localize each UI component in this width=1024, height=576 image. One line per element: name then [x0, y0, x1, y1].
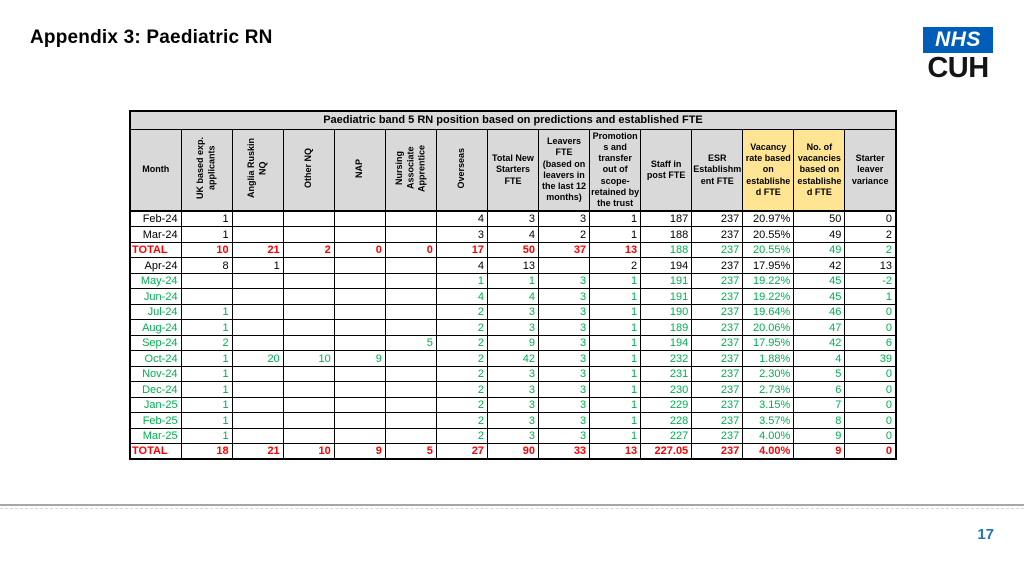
- column-header-label: Vacancy rate based on established FTE: [745, 141, 791, 197]
- value-cell: 5: [385, 335, 436, 351]
- value-cell: 227: [641, 428, 692, 444]
- value-cell: 2: [181, 335, 232, 351]
- value-cell: 1.88%: [743, 351, 794, 367]
- value-cell: 4.00%: [743, 444, 794, 460]
- table-row: [130, 289, 896, 305]
- value-cell: [385, 366, 436, 382]
- value-cell: [334, 289, 385, 305]
- table-row: [130, 273, 896, 289]
- value-cell: 2: [283, 242, 334, 258]
- value-cell: 17: [436, 242, 487, 258]
- value-cell: 1: [181, 320, 232, 336]
- column-header-5: [385, 129, 436, 211]
- value-cell: 0: [385, 242, 436, 258]
- value-cell: 3: [436, 227, 487, 243]
- month-cell: Nov-24: [130, 366, 181, 382]
- value-cell: 3: [539, 382, 590, 398]
- month-cell: Mar-25: [130, 428, 181, 444]
- fte-table-head: [130, 111, 896, 211]
- value-cell: [385, 413, 436, 429]
- table-row: [130, 397, 896, 413]
- value-cell: 42: [794, 335, 845, 351]
- column-header-12: [743, 129, 794, 211]
- value-cell: 1: [590, 273, 641, 289]
- value-cell: 3: [487, 397, 538, 413]
- value-cell: 237: [692, 273, 743, 289]
- month-cell: Apr-24: [130, 258, 181, 274]
- value-cell: 1: [590, 366, 641, 382]
- value-cell: [232, 413, 283, 429]
- value-cell: 13: [487, 258, 538, 274]
- table-title: Paediatric band 5 RN position based on predictions and established FTE: [130, 111, 896, 129]
- value-cell: [334, 211, 385, 227]
- value-cell: 2: [436, 366, 487, 382]
- value-cell: [334, 428, 385, 444]
- value-cell: 19.22%: [743, 289, 794, 305]
- value-cell: 1: [181, 428, 232, 444]
- value-cell: 1: [845, 289, 896, 305]
- value-cell: 190: [641, 304, 692, 320]
- value-cell: [334, 335, 385, 351]
- value-cell: 3: [487, 211, 538, 227]
- column-header-label: Staff in post FTE: [646, 158, 686, 180]
- value-cell: 2.30%: [743, 366, 794, 382]
- value-cell: 1: [487, 273, 538, 289]
- value-cell: 3: [539, 320, 590, 336]
- table-row: [130, 382, 896, 398]
- value-cell: [232, 273, 283, 289]
- value-cell: [181, 289, 232, 305]
- value-cell: 6: [845, 335, 896, 351]
- table-row: [130, 366, 896, 382]
- value-cell: [283, 397, 334, 413]
- value-cell: [232, 320, 283, 336]
- value-cell: 7: [794, 397, 845, 413]
- value-cell: 237: [692, 304, 743, 320]
- value-cell: 1: [181, 413, 232, 429]
- value-cell: 1: [181, 351, 232, 367]
- value-cell: [283, 227, 334, 243]
- value-cell: 237: [692, 335, 743, 351]
- value-cell: [385, 211, 436, 227]
- page-title: Appendix 3: Paediatric RN: [30, 27, 273, 48]
- value-cell: [283, 335, 334, 351]
- value-cell: [232, 397, 283, 413]
- value-cell: [385, 304, 436, 320]
- value-cell: 0: [845, 413, 896, 429]
- value-cell: [283, 289, 334, 305]
- month-cell: Jan-25: [130, 397, 181, 413]
- value-cell: 2: [436, 335, 487, 351]
- value-cell: 232: [641, 351, 692, 367]
- column-header-label: Month: [142, 164, 170, 175]
- value-cell: 3: [539, 273, 590, 289]
- value-cell: [334, 258, 385, 274]
- value-cell: 8: [181, 258, 232, 274]
- value-cell: 18: [181, 444, 232, 460]
- value-cell: 1: [181, 397, 232, 413]
- value-cell: [385, 382, 436, 398]
- value-cell: 13: [590, 444, 641, 460]
- column-header-label: No. of vacancies based on established FTE: [797, 141, 842, 197]
- value-cell: 5: [794, 366, 845, 382]
- value-cell: 191: [641, 289, 692, 305]
- value-cell: 3.15%: [743, 397, 794, 413]
- value-cell: 47: [794, 320, 845, 336]
- value-cell: 2.73%: [743, 382, 794, 398]
- value-cell: [232, 335, 283, 351]
- column-header-label: Promotions and transfer out of scope- retained by the trust: [591, 130, 640, 208]
- value-cell: 1: [590, 397, 641, 413]
- column-header-14: [845, 129, 896, 211]
- column-header-label: Leavers FTE (based on leavers in the last 12 months): [542, 136, 587, 203]
- value-cell: [385, 351, 436, 367]
- month-cell: Oct-24: [130, 351, 181, 367]
- column-header-1: [181, 129, 232, 211]
- value-cell: 1: [181, 366, 232, 382]
- column-header-label: Overseas: [456, 147, 467, 189]
- value-cell: 228: [641, 413, 692, 429]
- value-cell: 2: [436, 351, 487, 367]
- value-cell: [283, 273, 334, 289]
- value-cell: 0: [334, 242, 385, 258]
- value-cell: [283, 258, 334, 274]
- value-cell: 9: [794, 444, 845, 460]
- table-row: [130, 351, 896, 367]
- value-cell: [283, 320, 334, 336]
- value-cell: [334, 413, 385, 429]
- value-cell: 3: [487, 413, 538, 429]
- value-cell: 17.95%: [743, 258, 794, 274]
- value-cell: [283, 413, 334, 429]
- value-cell: 37: [539, 242, 590, 258]
- value-cell: 20.55%: [743, 227, 794, 243]
- value-cell: 2: [436, 320, 487, 336]
- table-row: [130, 304, 896, 320]
- value-cell: 4: [436, 289, 487, 305]
- value-cell: 4.00%: [743, 428, 794, 444]
- value-cell: [283, 382, 334, 398]
- value-cell: 1: [590, 289, 641, 305]
- month-cell: Dec-24: [130, 382, 181, 398]
- value-cell: [283, 428, 334, 444]
- value-cell: 237: [692, 444, 743, 460]
- value-cell: 189: [641, 320, 692, 336]
- table-row: [130, 211, 896, 227]
- value-cell: 10: [181, 242, 232, 258]
- value-cell: 39: [845, 351, 896, 367]
- value-cell: [385, 258, 436, 274]
- value-cell: [232, 366, 283, 382]
- value-cell: [232, 289, 283, 305]
- value-cell: [334, 397, 385, 413]
- value-cell: 46: [794, 304, 845, 320]
- value-cell: 231: [641, 366, 692, 382]
- value-cell: 187: [641, 211, 692, 227]
- fte-table: [129, 110, 897, 460]
- value-cell: 1: [232, 258, 283, 274]
- month-cell: Jul-24: [130, 304, 181, 320]
- value-cell: 2: [436, 304, 487, 320]
- value-cell: [334, 273, 385, 289]
- value-cell: 230: [641, 382, 692, 398]
- column-header-label: Starter leaver variance: [851, 153, 889, 186]
- value-cell: [232, 211, 283, 227]
- value-cell: 1: [590, 428, 641, 444]
- value-cell: 237: [692, 366, 743, 382]
- column-header-label: NAP: [354, 158, 365, 178]
- value-cell: 3: [487, 366, 538, 382]
- value-cell: 1: [590, 335, 641, 351]
- table-row: [130, 413, 896, 429]
- column-header-label: ESR Establishment FTE: [693, 153, 742, 186]
- column-header-10: [641, 129, 692, 211]
- value-cell: 1: [436, 273, 487, 289]
- value-cell: 1: [590, 351, 641, 367]
- value-cell: 229: [641, 397, 692, 413]
- column-header-label: Anglia Ruskin NQ: [246, 138, 268, 199]
- value-cell: 188: [641, 227, 692, 243]
- column-header-2: [232, 129, 283, 211]
- value-cell: [283, 304, 334, 320]
- value-cell: 33: [539, 444, 590, 460]
- value-cell: 0: [845, 397, 896, 413]
- value-cell: 49: [794, 242, 845, 258]
- value-cell: 9: [334, 444, 385, 460]
- value-cell: 19.64%: [743, 304, 794, 320]
- value-cell: 0: [845, 320, 896, 336]
- value-cell: -2: [845, 273, 896, 289]
- month-cell: Sep-24: [130, 335, 181, 351]
- month-cell: Mar-24: [130, 227, 181, 243]
- value-cell: 0: [845, 366, 896, 382]
- fte-table-body: [130, 211, 896, 459]
- value-cell: 6: [794, 382, 845, 398]
- value-cell: [334, 382, 385, 398]
- month-cell: Aug-24: [130, 320, 181, 336]
- column-header-13: [794, 129, 845, 211]
- value-cell: [385, 289, 436, 305]
- value-cell: 0: [845, 444, 896, 460]
- value-cell: [334, 227, 385, 243]
- value-cell: 13: [845, 258, 896, 274]
- value-cell: 20: [232, 351, 283, 367]
- value-cell: 9: [794, 428, 845, 444]
- value-cell: 1: [181, 211, 232, 227]
- value-cell: 3.57%: [743, 413, 794, 429]
- value-cell: 237: [692, 351, 743, 367]
- value-cell: 237: [692, 211, 743, 227]
- column-header-7: [487, 129, 538, 211]
- value-cell: 3: [539, 351, 590, 367]
- value-cell: [385, 273, 436, 289]
- value-cell: 45: [794, 289, 845, 305]
- value-cell: 42: [487, 351, 538, 367]
- table-row: [130, 428, 896, 444]
- column-header-4: [334, 129, 385, 211]
- value-cell: 1: [590, 382, 641, 398]
- value-cell: 3: [539, 397, 590, 413]
- value-cell: 194: [641, 258, 692, 274]
- value-cell: 3: [539, 211, 590, 227]
- value-cell: 3: [487, 428, 538, 444]
- value-cell: 3: [539, 335, 590, 351]
- value-cell: 1: [590, 211, 641, 227]
- value-cell: 3: [539, 428, 590, 444]
- column-header-0: [130, 129, 181, 211]
- value-cell: 237: [692, 428, 743, 444]
- value-cell: 3: [487, 320, 538, 336]
- value-cell: 1: [590, 413, 641, 429]
- value-cell: 3: [539, 289, 590, 305]
- value-cell: 3: [539, 304, 590, 320]
- value-cell: [232, 428, 283, 444]
- value-cell: 188: [641, 242, 692, 258]
- value-cell: 50: [487, 242, 538, 258]
- month-cell: Feb-25: [130, 413, 181, 429]
- value-cell: 237: [692, 382, 743, 398]
- total-row: [130, 242, 896, 258]
- value-cell: 4: [487, 289, 538, 305]
- value-cell: 20.97%: [743, 211, 794, 227]
- table-row: [130, 320, 896, 336]
- nhs-cuh-logo: [922, 27, 994, 84]
- value-cell: 237: [692, 227, 743, 243]
- value-cell: 237: [692, 397, 743, 413]
- value-cell: [385, 397, 436, 413]
- value-cell: 1: [181, 304, 232, 320]
- value-cell: [232, 227, 283, 243]
- column-header-label: Nursing Associate Apprentice: [393, 144, 427, 192]
- value-cell: [334, 366, 385, 382]
- value-cell: [385, 428, 436, 444]
- value-cell: 20.55%: [743, 242, 794, 258]
- value-cell: 2: [436, 397, 487, 413]
- table-row: [130, 258, 896, 274]
- value-cell: [232, 382, 283, 398]
- cuh-logo-text: CUH: [927, 52, 989, 84]
- value-cell: 191: [641, 273, 692, 289]
- nhs-logo-icon: NHS: [923, 27, 993, 53]
- month-cell: Jun-24: [130, 289, 181, 305]
- column-header-label: Other NQ: [303, 148, 314, 189]
- value-cell: 10: [283, 444, 334, 460]
- value-cell: 0: [845, 304, 896, 320]
- value-cell: 4: [436, 211, 487, 227]
- value-cell: 3: [539, 366, 590, 382]
- value-cell: [334, 304, 385, 320]
- value-cell: [385, 320, 436, 336]
- value-cell: 0: [845, 382, 896, 398]
- value-cell: 1: [590, 304, 641, 320]
- column-header-3: [283, 129, 334, 211]
- column-header-8: [539, 129, 590, 211]
- value-cell: 19.22%: [743, 273, 794, 289]
- value-cell: 2: [436, 382, 487, 398]
- value-cell: 21: [232, 242, 283, 258]
- value-cell: 0: [845, 211, 896, 227]
- value-cell: 2: [845, 227, 896, 243]
- value-cell: 4: [436, 258, 487, 274]
- value-cell: 50: [794, 211, 845, 227]
- value-cell: 2: [590, 258, 641, 274]
- value-cell: 21: [232, 444, 283, 460]
- value-cell: 90: [487, 444, 538, 460]
- value-cell: 49: [794, 227, 845, 243]
- month-cell: Feb-24: [130, 211, 181, 227]
- value-cell: 3: [487, 304, 538, 320]
- value-cell: 2: [436, 428, 487, 444]
- value-cell: [385, 227, 436, 243]
- value-cell: 237: [692, 320, 743, 336]
- value-cell: 5: [385, 444, 436, 460]
- value-cell: 237: [692, 258, 743, 274]
- value-cell: 10: [283, 351, 334, 367]
- value-cell: 194: [641, 335, 692, 351]
- value-cell: 227.05: [641, 444, 692, 460]
- table-row: [130, 227, 896, 243]
- column-header-6: [436, 129, 487, 211]
- value-cell: 237: [692, 289, 743, 305]
- column-header-label: UK based exp. applicants: [195, 137, 217, 200]
- value-cell: [283, 366, 334, 382]
- value-cell: 2: [845, 242, 896, 258]
- value-cell: [539, 258, 590, 274]
- value-cell: 9: [334, 351, 385, 367]
- page-number: 17: [977, 526, 994, 543]
- value-cell: 237: [692, 413, 743, 429]
- value-cell: [181, 273, 232, 289]
- value-cell: [232, 304, 283, 320]
- total-label-cell: TOTAL: [130, 242, 181, 258]
- value-cell: 237: [692, 242, 743, 258]
- value-cell: [283, 211, 334, 227]
- value-cell: [334, 320, 385, 336]
- value-cell: 1: [590, 320, 641, 336]
- value-cell: 1: [590, 227, 641, 243]
- value-cell: 27: [436, 444, 487, 460]
- column-header-11: [692, 129, 743, 211]
- total-label-cell: TOTAL: [130, 444, 181, 460]
- value-cell: 9: [487, 335, 538, 351]
- value-cell: 3: [487, 382, 538, 398]
- value-cell: 17.95%: [743, 335, 794, 351]
- month-cell: May-24: [130, 273, 181, 289]
- value-cell: 42: [794, 258, 845, 274]
- value-cell: 45: [794, 273, 845, 289]
- footer-divider: [0, 504, 1024, 509]
- value-cell: 4: [487, 227, 538, 243]
- value-cell: 2: [436, 413, 487, 429]
- column-header-label: Total New Starters FTE: [492, 153, 534, 186]
- total-row: [130, 444, 896, 460]
- value-cell: 3: [539, 413, 590, 429]
- value-cell: 1: [181, 382, 232, 398]
- value-cell: 8: [794, 413, 845, 429]
- value-cell: 2: [539, 227, 590, 243]
- value-cell: 0: [845, 428, 896, 444]
- table-row: [130, 335, 896, 351]
- value-cell: 1: [181, 227, 232, 243]
- column-header-9: [590, 129, 641, 211]
- value-cell: 4: [794, 351, 845, 367]
- value-cell: 13: [590, 242, 641, 258]
- value-cell: 20.06%: [743, 320, 794, 336]
